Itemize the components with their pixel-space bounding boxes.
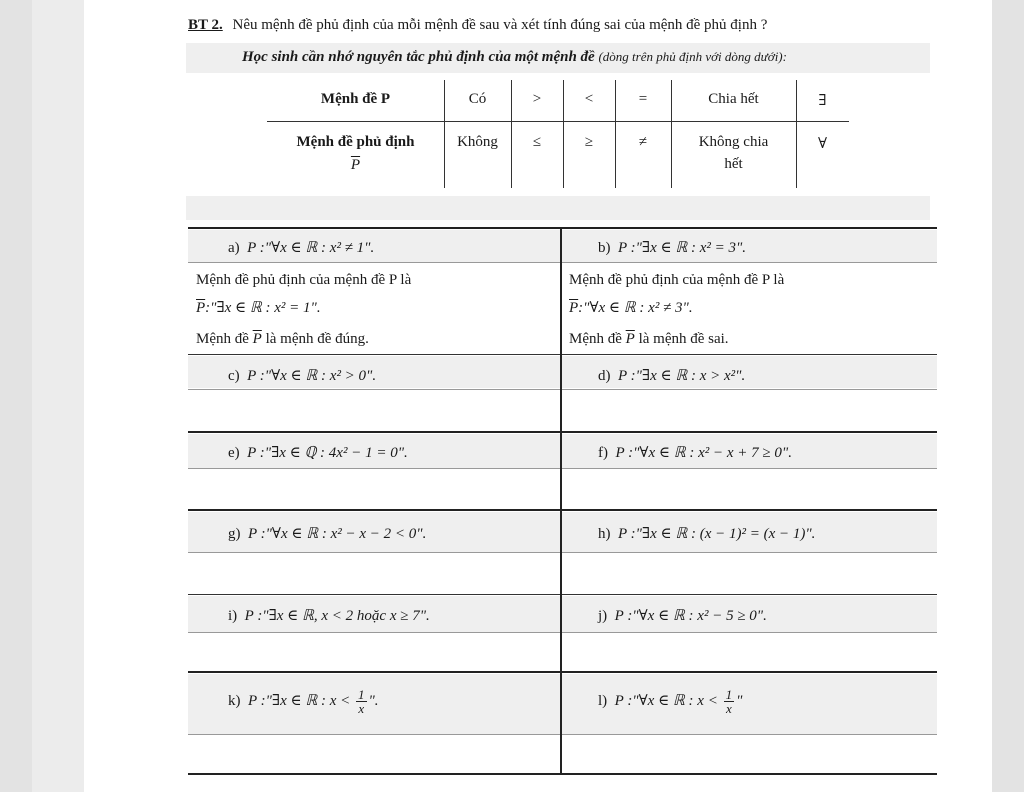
rule-co: Có (468, 91, 487, 107)
answer-b-line3: Mệnh đề $\overline{P}$ là mệnh đề sai. (569, 331, 729, 347)
answer-a-line2: $\overline{P}:"\exists x$ ∈ ℝ : x² = 1". (196, 300, 321, 316)
fraction-k: $\frac{1}{x}$ (358, 687, 365, 716)
rule-negation-symbol: $\overline{P}$ (350, 157, 361, 173)
rule-eq: = (638, 91, 648, 107)
exercise-title: Nêu mệnh đề phủ định của mỗi mệnh đề sau và xét tính đúng sai của mệnh đề phủ định ? (232, 17, 768, 33)
right-gutter (992, 0, 1024, 792)
problem-h: h) P :"∃x ∈ ℝ : (x − 1)² = (x − 1)". (598, 526, 816, 542)
problem-k: k) P :"∃x ∈ ℝ : x < $\frac{1}{x}$ ". (228, 687, 379, 716)
note-small: (dòng trên phủ định với dòng dưới): (598, 49, 787, 64)
rule-forall: ∀ (817, 136, 828, 152)
exercise-heading (188, 17, 767, 34)
problem-g: g) P :"∀x ∈ ℝ : x² − x − 2 < 0". (228, 526, 427, 542)
rule-ge: ≥ (584, 134, 594, 150)
rule-khong: Không (457, 134, 498, 150)
rule-chia-het: Chia hết (708, 91, 759, 107)
rule-le: ≤ (532, 134, 542, 150)
rule-negation-label: Mệnh đề phủ định (296, 134, 415, 150)
note-bold: Học sinh cần nhớ nguyên tắc phủ định của một mệnh đề (242, 49, 595, 65)
problem-e: e) P :"∃x ∈ ℚ : 4x² − 1 = 0". (228, 445, 408, 461)
problem-c: c) P :"∀x ∈ ℝ : x² > 0". (228, 368, 377, 384)
rule-header-label: Mệnh đề P (320, 91, 391, 107)
answer-b-line1: Mệnh đề phủ định của mệnh đề P là (569, 272, 785, 288)
problem-l: l) P :"∀x ∈ ℝ : x < $\frac{1}{x}$ " (598, 687, 743, 716)
rule-het: hết (724, 156, 743, 172)
answer-a-line3: Mệnh đề $\overline{P}$ là mệnh đề đúng. (196, 331, 369, 347)
answer-b-line2: $\overline{P}:"\forall x$ ∈ ℝ : x² ≠ 3". (569, 300, 693, 316)
problem-f: f) P :"∀x ∈ ℝ : x² − x + 7 ≥ 0". (598, 445, 792, 461)
problem-d: d) P :"∃x ∈ ℝ : x > x²". (598, 368, 746, 384)
exercise-label: BT 2. (188, 17, 223, 33)
rule-khong-chia: Không chia (698, 134, 769, 150)
rule-exists: ∃ (818, 93, 827, 109)
fraction-l: $\frac{1}{x}$ (725, 687, 733, 716)
spacer-shade (186, 196, 930, 220)
problem-b: b) P :"∃x ∈ ℝ : x² = 3". (598, 240, 747, 256)
problem-i: i) P :"∃x ∈ ℝ, x < 2 hoặc x ≥ 7". (228, 608, 430, 624)
answer-a-line1: Mệnh đề phủ định của mệnh đề P là (196, 272, 412, 288)
exercise-note (242, 49, 787, 66)
rule-lt: < (584, 91, 594, 107)
problem-j: j) P :"∀x ∈ ℝ : x² − 5 ≥ 0". (598, 608, 767, 624)
problem-a: a) P :"∀x ∈ ℝ : x² ≠ 1". (228, 240, 375, 256)
left-gutter (0, 0, 32, 792)
rule-gt: > (532, 91, 542, 107)
rule-ne: ≠ (638, 134, 648, 150)
